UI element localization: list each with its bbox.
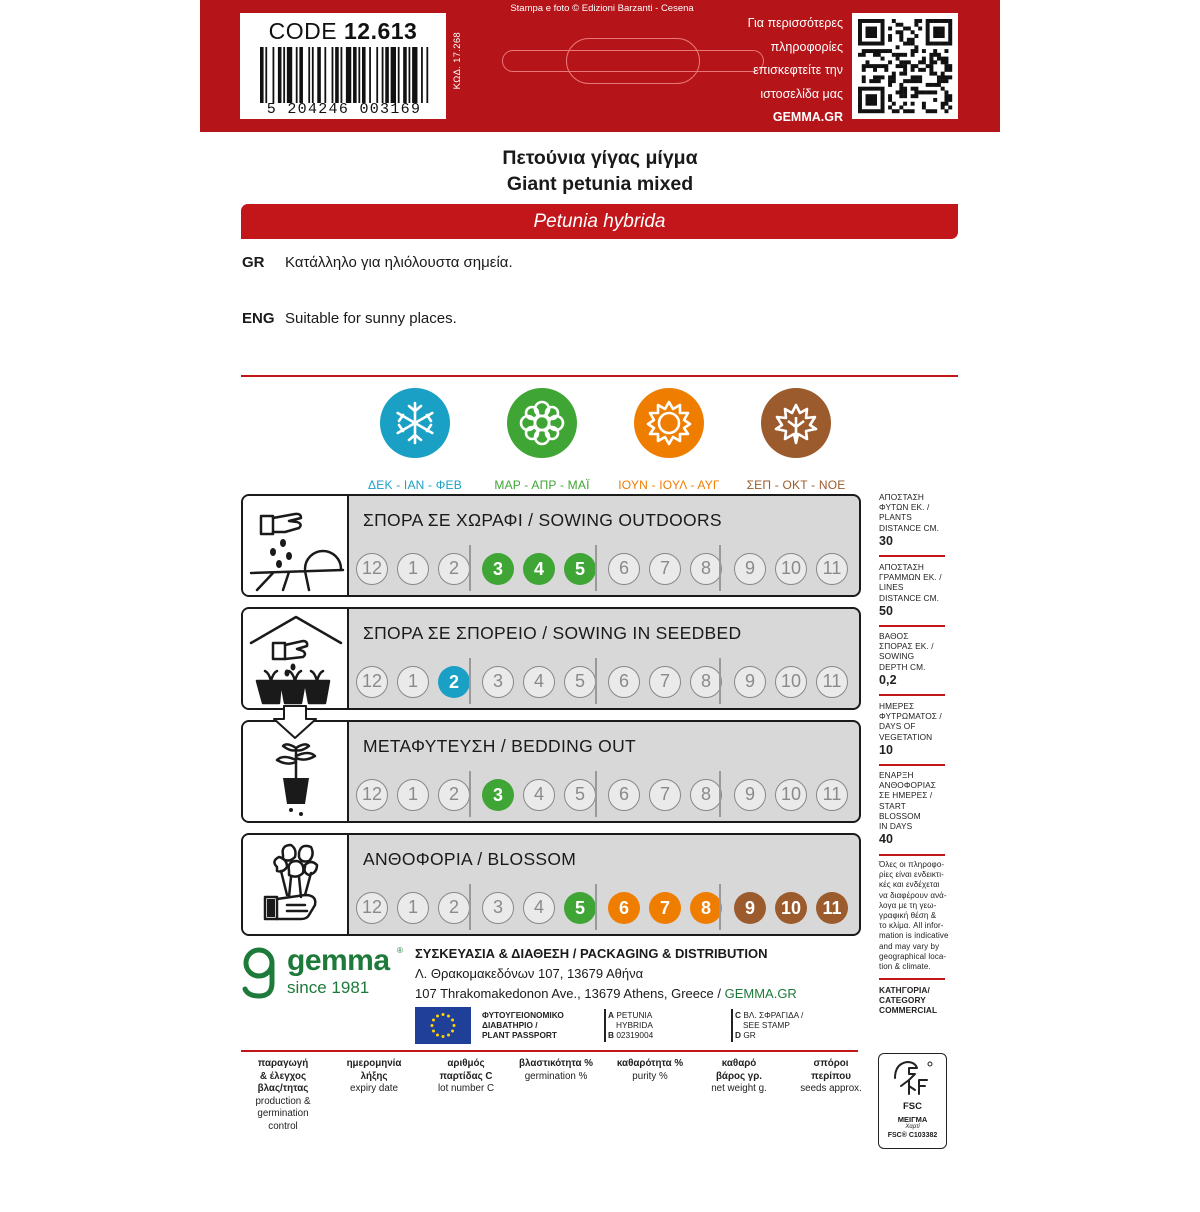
spec-days-vegetation: ΗΜΕΡΕΣ ΦΥΤΡΩΜΑΤΟΣ / DAYS OF VEGETATION 10 xyxy=(879,701,942,757)
season-divider xyxy=(469,771,471,817)
month-2: 2 xyxy=(438,666,470,698)
month-5: 5 xyxy=(564,666,596,698)
month-9: 9 xyxy=(734,779,766,811)
month-circles xyxy=(356,665,856,699)
footer-net-weight: καθαρό βάρος γρ. net weight g. xyxy=(711,1058,767,1094)
sowing-outdoors-icon xyxy=(243,496,349,595)
more-info-text: Για περισσότερες πληροφορίες επισκεφτείτε την ιστοσελίδα μας GEMMA.GR xyxy=(700,12,843,130)
season-summer: ΙΟΥΝ - ΙΟΥΛ - ΑΥΓ xyxy=(599,388,739,508)
footer-seeds-approx: σπόροι περίπου seeds approx. xyxy=(800,1058,862,1094)
address-english: 107 Thrakomakedonon Ave., 13679 Athens, Greece / GEMMA.GR xyxy=(415,986,797,1001)
footer-lot-number: αριθμός παρτίδας C lot number C xyxy=(437,1058,495,1094)
latin-name-band: Petunia hybrida xyxy=(241,204,958,239)
month-8: 8 xyxy=(690,553,722,585)
month-8: 8 xyxy=(690,779,722,811)
row-title: ΣΠΟΡΑ ΣΕ ΧΩΡΑΦΙ / SOWING OUTDOORS xyxy=(363,510,722,530)
month-7: 7 xyxy=(649,892,681,924)
spec-lines-distance: ΑΠΟΣΤΑΣΗ ΓΡΑΜΜΩΝ ΕΚ. / LINES DISTANCE CM. 50 xyxy=(879,562,942,618)
spec-divider xyxy=(879,555,945,557)
season-autumn: ΣΕΠ - ΟΚΤ - ΝΟΕ xyxy=(726,388,866,508)
spec-divider xyxy=(879,764,945,766)
passport-field-a-b: A PETUNIA HYBRIDA B 02319004 xyxy=(608,1010,654,1040)
spec-divider xyxy=(879,978,945,980)
month-5: 5 xyxy=(564,553,596,585)
spec-start-blossom: ΕΝΑΡΞΗ ΑΝΘΟΦΟΡΙΑΣ ΣΕ ΗΜΕΡΕΣ / START BLOSSOM IN DAYS 40 xyxy=(879,770,937,847)
barcode-number: 5 204246 003169 xyxy=(266,101,422,118)
month-4: 4 xyxy=(523,892,555,924)
eu-flag-icon xyxy=(415,1007,471,1044)
month-12: 12 xyxy=(356,553,388,585)
month-12: 12 xyxy=(356,892,388,924)
season-spring: ΜΑΡ - ΑΠΡ - ΜΑΪ xyxy=(472,388,612,508)
month-5: 5 xyxy=(564,892,596,924)
hang-hole-outline xyxy=(566,38,700,84)
month-3: 3 xyxy=(482,892,514,924)
category: ΚΑΤΗΓΟΡΙΑ/ CATEGORY COMMERCIAL xyxy=(879,985,938,1016)
row-title: ΜΕΤΑΦΥΤΕΥΣΗ / BEDDING OUT xyxy=(363,736,636,756)
website-link[interactable]: GEMMA.GR xyxy=(724,986,797,1001)
divider xyxy=(241,375,958,377)
internal-code: ΚΩΔ. 17.268 xyxy=(452,32,463,90)
month-9: 9 xyxy=(734,666,766,698)
description-gr: Κατάλληλο για ηλιόλουστα σημεία. xyxy=(285,254,513,271)
brand-name: gemma xyxy=(287,944,390,977)
print-credit: Stampa e foto © Edizioni Barzanti - Cesena xyxy=(510,3,694,14)
transplant-arrow-icon xyxy=(272,705,318,739)
season-divider xyxy=(595,658,597,704)
gemma-logo-icon xyxy=(241,945,279,1001)
spec-sowing-depth: ΒΑΘΟΣ ΣΠΟΡΑΣ ΕΚ. / SOWING DEPTH CM. 0,2 xyxy=(879,631,934,687)
month-7: 7 xyxy=(649,666,681,698)
spec-divider xyxy=(879,694,945,696)
row-title: ΑΝΘΟΦΟΡΙΑ / BLOSSOM xyxy=(363,849,577,869)
website-link[interactable]: GEMMA.GR xyxy=(772,110,843,124)
month-11: 11 xyxy=(816,779,848,811)
address-greek: Λ. Θρακομακεδόνων 107, 13679 Αθήνα xyxy=(415,966,644,981)
season-divider xyxy=(719,771,721,817)
fsc-tree-icon xyxy=(891,1058,935,1098)
month-6: 6 xyxy=(608,779,640,811)
month-6: 6 xyxy=(608,666,640,698)
sun-icon xyxy=(634,388,704,458)
month-1: 1 xyxy=(397,779,429,811)
lang-label-gr: GR xyxy=(242,254,265,271)
month-3: 3 xyxy=(482,666,514,698)
sowing-seedbed-icon xyxy=(243,609,349,708)
season-divider xyxy=(469,884,471,930)
season-divider xyxy=(719,658,721,704)
passport-field-c-d: C ΒΛ. ΣΦΡΑΓΙΔΑ / SEE STAMP D GR xyxy=(735,1010,804,1040)
fsc-badge: FSC ΜΕΙΓΜΑ Χαρτί FSC® C103382 xyxy=(878,1053,947,1149)
row-sowing-outdoors xyxy=(241,494,861,597)
month-10: 10 xyxy=(775,779,807,811)
month-10: 10 xyxy=(775,553,807,585)
footer-purity: καθαρότητα % purity % xyxy=(616,1058,684,1082)
packaging-title: ΣΥΣΚΕΥΑΣΙΑ & ΔΙΑΘΕΣΗ / PACKAGING & DISTRIBUTION xyxy=(415,946,768,961)
season-divider xyxy=(595,545,597,591)
lang-label-en: ENG xyxy=(242,310,275,327)
month-4: 4 xyxy=(523,553,555,585)
row-sowing-seedbed xyxy=(241,607,861,710)
flower-icon xyxy=(507,388,577,458)
registered-mark-icon: ® xyxy=(397,946,403,955)
month-6: 6 xyxy=(608,892,640,924)
season-divider xyxy=(719,545,721,591)
month-2: 2 xyxy=(438,892,470,924)
divider xyxy=(731,1009,733,1042)
spec-divider xyxy=(879,854,945,856)
month-11: 11 xyxy=(816,666,848,698)
plant-passport-title: ΦΥΤΟΥΓΕΙΟΝΟΜΙΚΟ ΔΙΑΒΑΤΗΡΙΟ / PLANT PASSPORT xyxy=(482,1010,564,1040)
month-12: 12 xyxy=(356,666,388,698)
leaf-icon xyxy=(761,388,831,458)
blossom-icon xyxy=(243,835,349,934)
month-4: 4 xyxy=(523,779,555,811)
month-8: 8 xyxy=(690,892,722,924)
month-11: 11 xyxy=(816,892,848,924)
month-3: 3 xyxy=(482,553,514,585)
month-3: 3 xyxy=(482,779,514,811)
season-winter: ΔΕΚ - ΙΑΝ - ΦΕΒ xyxy=(345,388,485,508)
row-blossom xyxy=(241,833,861,936)
month-circles xyxy=(356,552,856,586)
month-8: 8 xyxy=(690,666,722,698)
month-1: 1 xyxy=(397,892,429,924)
disclaimer: Όλες οι πληροφο- ρίες είναι ενδεικτι- κές και ενδέχεται να διαφέρουν ανά- λογα με τη γεω- γραφική θέση & το κλίμα. All infor- mation is indicative and may vary by geographical loca- tion & climate. xyxy=(879,860,949,972)
footer-expiry-date: ημερομηνία λήξης expiry date xyxy=(346,1058,402,1094)
barcode-label xyxy=(240,13,446,119)
month-circles xyxy=(356,891,856,925)
season-divider xyxy=(719,884,721,930)
season-divider xyxy=(595,771,597,817)
divider xyxy=(604,1009,606,1042)
spec-plants-distance: ΑΠΟΣΤΑΣΗ ΦΥΤΩΝ ΕΚ. / PLANTS DISTANCE CM. 30 xyxy=(879,492,940,548)
month-7: 7 xyxy=(649,779,681,811)
season-divider xyxy=(469,545,471,591)
footer-production-control: παραγωγή & έλεγχος βλας/τητας production & germination control xyxy=(255,1058,311,1132)
month-12: 12 xyxy=(356,779,388,811)
qr-code-icon[interactable] xyxy=(852,13,958,119)
description-en: Suitable for sunny places. xyxy=(285,310,457,327)
snowflake-icon xyxy=(380,388,450,458)
row-title: ΣΠΟΡΑ ΣΕ ΣΠΟΡΕΙΟ / SOWING IN SEEDBED xyxy=(363,623,742,643)
month-1: 1 xyxy=(397,666,429,698)
month-2: 2 xyxy=(438,779,470,811)
season-divider xyxy=(469,658,471,704)
month-9: 9 xyxy=(734,892,766,924)
title-english: Giant petunia mixed xyxy=(506,173,694,195)
footer-germination: βλαστικότητα % germination % xyxy=(519,1058,593,1082)
title-greek: Πετούνια γίγας μίγμα xyxy=(502,147,698,169)
month-6: 6 xyxy=(608,553,640,585)
row-bedding-out xyxy=(241,720,861,823)
product-code: CODE 12.613 xyxy=(268,18,418,44)
month-5: 5 xyxy=(564,779,596,811)
season-divider xyxy=(595,884,597,930)
month-2: 2 xyxy=(438,553,470,585)
brand-since: since 1981 xyxy=(287,978,370,997)
month-7: 7 xyxy=(649,553,681,585)
spec-divider xyxy=(879,625,945,627)
month-10: 10 xyxy=(775,892,807,924)
barcode-icon xyxy=(260,47,430,103)
month-10: 10 xyxy=(775,666,807,698)
month-11: 11 xyxy=(816,553,848,585)
month-9: 9 xyxy=(734,553,766,585)
month-circles xyxy=(356,778,856,812)
divider xyxy=(241,1050,858,1052)
month-4: 4 xyxy=(523,666,555,698)
month-1: 1 xyxy=(397,553,429,585)
